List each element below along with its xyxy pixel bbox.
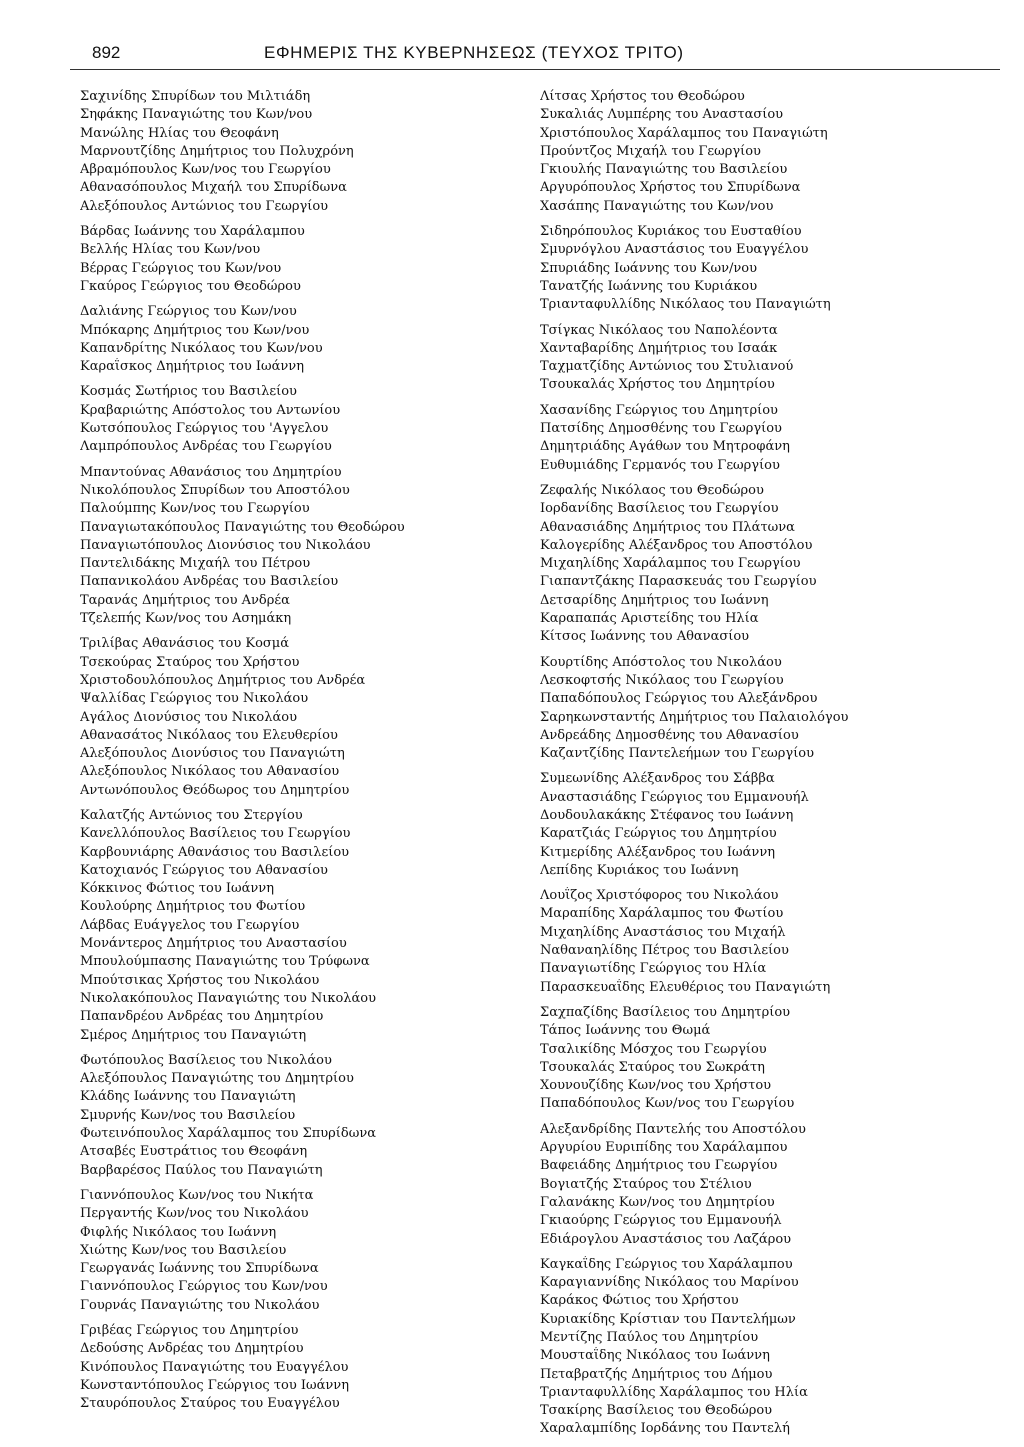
name-entry: Δεδούσης Ανδρέας του Δημητρίου (80, 1341, 304, 1357)
name-entry: Λεσκοφτσής Νικόλαος του Γεωργίου (540, 672, 784, 688)
name-entry: Ναθαναηλίδης Πέτρος του Βασιλείου (540, 943, 789, 959)
name-entry: Γιαπαντζάκης Παρασκευάς του Γεωργίου (540, 574, 817, 590)
name-entry: Παναγιωτακόπουλος Παναγιώτης του Θεοδώρου (80, 519, 405, 535)
name-entry: Τσίγκας Νικόλαος του Ναπολέοντα (540, 322, 778, 338)
name-entry: Καπανδρίτης Νικόλαος του Κων/νου (80, 340, 323, 356)
page-number: 892 (92, 43, 121, 62)
name-entry: Ατσαβές Ευστράτιος του Θεοφάνη (80, 1144, 308, 1160)
name-entry: Παπαδόπουλος Γεώργιος του Αλεξάνδρου (540, 691, 818, 707)
name-entry: Νικολόπουλος Σπυρίδων του Αποστόλου (80, 482, 350, 498)
name-entry: Χανταβαρίδης Δημήτριος του Ισαάκ (540, 340, 778, 356)
name-entry: Λαμπρόπουλος Ανδρέας του Γεωργίου (80, 439, 332, 455)
name-group (80, 303, 530, 376)
name-entry: Κραβαριώτης Απόστολος του Αντωνίου (80, 402, 341, 418)
name-entry: Παντελιδάκης Μιχαήλ του Πέτρου (80, 556, 311, 572)
name-entry: Ευθυμιάδης Γερμανός του Γεωργίου (540, 457, 780, 473)
name-entry: Βαρβαρέσος Παύλος του Παναγιώτη (80, 1162, 323, 1178)
name-entry: Χριστοδουλόπουλος Δημήτριος του Ανδρέα (80, 672, 366, 688)
name-entry: Αναστασιάδης Γεώργιος του Εμμανουήλ (540, 789, 809, 805)
name-group (80, 223, 530, 296)
name-entry: Τριανταφυλλίδης Χαράλαμπος του Ηλία (540, 1384, 808, 1400)
name-entry: Ψαλλίδας Γεώργιος του Νικολάου (80, 691, 309, 707)
name-entry: Γιαννόπουλος Κων/νος του Νικήτα (80, 1187, 314, 1203)
name-entry: Φωτεινόπουλος Χαράλαμπος του Σπυρίδωνα (80, 1126, 377, 1142)
name-entry: Γαλανάκης Κων/νος του Δημητρίου (540, 1194, 775, 1210)
name-entry: Μπουλούμπασης Παναγιώτης του Τρύφωνα (80, 954, 370, 970)
name-entry: Δετσαρίδης Δημήτριος του Ιωάννη (540, 592, 769, 608)
name-entry: Μεντίζης Παύλος του Δημητρίου (540, 1330, 759, 1345)
name-entry: Μανώλης Ηλίας του Θεοφάνη (80, 125, 279, 141)
name-entry: Παρασκευαΐδης Ελευθέριος του Παναγιώτη (540, 979, 831, 995)
name-entry: Σπυριάδης Ιωάννης του Κων/νου (540, 260, 757, 276)
name-entry: Κωνσταντόπουλος Γεώργιος του Ιωάννη (80, 1377, 350, 1393)
name-entry: Χουνουζίδης Κων/νος του Χρήστου (540, 1078, 772, 1094)
name-entry: Μπόκαρης Δημήτριος του Κων/νου (80, 322, 310, 338)
name-entry: Σμέρος Δημήτριος του Παναγιώτη (80, 1027, 307, 1043)
name-group (540, 654, 990, 764)
name-entry: Μιχαηλίδης Χαράλαμπος του Γεωργίου (540, 556, 801, 572)
name-entry: Τσουκαλάς Χρήστος του Δημητρίου (540, 377, 775, 393)
name-entry: Σμυρνόγλου Αναστάσιος του Ευαγγέλου (540, 242, 809, 258)
name-entry: Κατοχιανός Γεώργιος του Αθανασίου (80, 862, 328, 878)
name-entry: Παναγιωτόπουλος Διονύσιος του Νικολάου (80, 537, 371, 553)
name-entry: Τανατζής Ιωάννης του Κυριάκου (540, 278, 758, 294)
name-entry: Αργυρίου Ευριπίδης του Χαράλαμπου (540, 1140, 788, 1156)
name-entry: Σαχινίδης Σπυρίδων του Μιλτιάδη (80, 89, 311, 104)
name-entry: Φωτόπουλος Βασίλειος του Νικολάου (80, 1052, 332, 1068)
name-entry: Καραΐσκος Δημήτριος του Ιωάννη (80, 359, 304, 375)
name-entry: Ζεφαλής Νικόλαος του Θεοδώρου (540, 482, 764, 498)
name-group (80, 464, 530, 629)
name-entry: Κινόπουλος Παναγιώτης του Ευαγγέλου (80, 1359, 349, 1375)
name-entry: Λεπίδης Κυριάκος του Ιωάννη (540, 862, 739, 878)
name-entry: Σαρηκωνσταντής Δημήτριος του Παλαιολόγου (540, 709, 849, 725)
name-entry: Ανδρεάδης Δημοσθένης του Αθανασίου (540, 727, 799, 743)
name-entry: Κωτσόπουλος Γεώργιος του 'Αγγελου (80, 421, 329, 437)
name-entry: Κυριακίδης Κρίστιαν του Παντελήμων (540, 1311, 796, 1327)
name-entry: Λίτσας Χρήστος του Θεοδώρου (540, 89, 745, 104)
name-entry: Χιώτης Κων/νος του Βασιλείου (80, 1242, 287, 1258)
name-entry: Λάβδας Ευάγγελος του Γεωργίου (80, 917, 300, 933)
name-entry: Κουλούρης Δημήτριος του Φωτίου (80, 899, 306, 915)
name-entry: Λουΐζος Χριστόφορος του Νικολάου (540, 888, 779, 904)
name-entry: Πατσίδης Δημοσθένης του Γεωργίου (540, 421, 782, 437)
name-entry: Σιδηρόπουλος Κυριάκος του Ευσταθίου (540, 224, 802, 240)
name-entry: Αθανασάτος Νικόλαος του Ελευθερίου (80, 727, 338, 743)
page-title: ΕΦΗΜΕΡΙΣ ΤΗΣ ΚΥΒΕΡΝΗΣΕΩΣ (ΤΕΥΧΟΣ ΤΡΙΤΟ) (264, 43, 684, 62)
name-group (540, 1004, 990, 1114)
name-entry: Εδιάρογλου Αναστάσιος του Λαζάρου (540, 1231, 792, 1247)
name-entry: Τριλίβας Αθανάσιος του Κοσμά (80, 636, 290, 652)
name-entry: Καλογερίδης Αλέξανδρος του Αποστόλου (540, 537, 813, 553)
name-entry: Μαραπίδης Χαράλαμπος του Φωτίου (540, 906, 784, 922)
name-entry: Παναγιωτίδης Γεώργιος του Ηλία (540, 961, 767, 977)
name-entry: Τσακίρης Βασίλειος του Θεοδώρου (540, 1403, 773, 1419)
name-group (540, 402, 990, 475)
name-entry: Συμεωνίδης Αλέξανδρος του Σάββα (540, 771, 775, 787)
name-entry: Αγάλος Διονύσιος του Νικολάου (80, 709, 297, 725)
name-group (540, 1256, 990, 1439)
name-entry: Σηφάκης Παναγιώτης του Κων/νου (80, 107, 313, 123)
name-entry: Καραγιαννίδης Νικόλαος του Μαρίνου (540, 1275, 799, 1291)
name-entry: Χαραλαμπίδης Ιορδάνης του Παντελή (540, 1421, 790, 1437)
name-group (80, 383, 530, 456)
name-group (80, 1187, 530, 1315)
name-entry: Γκαύρος Γεώργιος του Θεοδώρου (80, 278, 301, 294)
name-entry: Βογιατζής Σταύρος του Στέλιου (540, 1176, 752, 1192)
name-entry: Ταχματζίδης Αντώνιος του Στυλιανού (540, 359, 794, 375)
name-entry: Αθανασόπουλος Μιχαήλ του Σπυρίδωνα (80, 180, 347, 196)
name-entry: Καγκαΐδης Γεώργιος του Χαράλαμπου (540, 1256, 793, 1272)
name-entry: Νικολακόπουλος Παναγιώτης του Νικολάου (80, 990, 377, 1006)
name-entry: Αλεξόπουλος Διονύσιος του Παναγιώτη (80, 746, 345, 762)
name-entry: Κανελλόπουλος Βασίλειος του Γεωργίου (80, 826, 351, 842)
name-entry: Αλεξόπουλος Νικόλαος του Αθανασίου (80, 764, 340, 780)
name-entry: Δημητριάδης Αγάθων του Μητροφάνη (540, 439, 790, 455)
name-entry: Γεωργανάς Ιωάννης του Σπυρίδωνα (80, 1261, 319, 1277)
name-entry: Πεταβρατζής Δημήτριος του Δήμου (540, 1366, 773, 1382)
name-entry: Παλούμπης Κων/νος του Γεωργίου (80, 501, 310, 517)
name-entry: Κόκκινος Φώτιος του Ιωάννη (80, 881, 274, 897)
name-entry: Χριστόπουλος Χαράλαμπος του Παναγιώτη (540, 125, 828, 141)
name-entry: Σμυρνής Κων/νος του Βασιλείου (80, 1107, 296, 1123)
name-entry: Παπανικολάου Ανδρέας του Βασιλείου (80, 574, 339, 590)
name-group (80, 807, 530, 1045)
name-entry: Καζαντζίδης Παντελεήμων του Γεωργίου (540, 746, 815, 762)
name-entry: Βελλής Ηλίας του Κων/νου (80, 242, 261, 258)
name-entry: Δουδουλακάκης Στέφανος του Ιωάννη (540, 807, 794, 823)
name-entry: Βέρρας Γεώργιος του Κων/νου (80, 260, 282, 276)
name-entry: Βαφειάδης Δημήτριος του Γεωργίου (540, 1158, 778, 1174)
name-group (80, 1052, 530, 1180)
name-entry: Καρατζιάς Γεώργιος του Δημητρίου (540, 826, 777, 842)
name-entry: Κίτσος Ιωάννης του Αθανασίου (540, 629, 750, 645)
name-entry: Τσεκούρας Σταύρος του Χρήστου (80, 654, 300, 670)
name-entry: Μπαντούνας Αθανάσιος του Δημητρίου (80, 464, 342, 480)
name-entry: Αντωνόπουλος Θεόδωρος του Δημητρίου (80, 782, 350, 798)
name-entry: Τσουκαλάς Σταύρος του Σωκράτη (540, 1059, 765, 1075)
name-entry: Αλεξόπουλος Αντώνιος του Γεωργίου (80, 198, 329, 214)
name-entry: Αλεξανδρίδης Παντελής του Αποστόλου (540, 1121, 806, 1137)
name-entry: Σαχπαζίδης Βασίλειος του Δημητρίου (540, 1004, 791, 1020)
name-entry: Καραπαπάς Αριστείδης του Ηλία (540, 611, 759, 627)
name-entry: Τσαλικίδης Μόσχος του Γεωργίου (540, 1041, 767, 1057)
left-column (80, 88, 530, 1420)
name-group (80, 88, 530, 216)
right-column (540, 88, 990, 1446)
name-entry: Παπαδόπουλος Κων/νος του Γεωργίου (540, 1096, 795, 1112)
name-entry: Αβραμόπουλος Κων/νος του Γεωργίου (80, 162, 331, 178)
page-header (0, 0, 1024, 70)
name-entry: Κουρτίδης Απόστολος του Νικολάου (540, 654, 782, 670)
name-group (540, 223, 990, 314)
name-entry: Βάρδας Ιωάννης του Χαράλαμπου (80, 224, 305, 240)
name-entry: Ιορδανίδης Βασίλειος του Γεωργίου (540, 501, 779, 517)
name-entry: Παπανδρέου Ανδρέας του Δημητρίου (80, 1009, 324, 1025)
name-entry: Μιχαηλίδης Αναστάσιος του Μιχαήλ (540, 924, 786, 940)
name-group (80, 635, 530, 800)
name-entry: Τριανταφυλλίδης Νικόλαος του Παναγιώτη (540, 297, 831, 313)
name-entry: Φιφλής Νικόλαος του Ιωάννη (80, 1224, 277, 1240)
name-entry: Κοσμάς Σωτήριος του Βασιλείου (80, 384, 297, 400)
name-entry: Καράκος Φώτιος του Χρήστου (540, 1293, 739, 1309)
name-group (540, 887, 990, 997)
name-entry: Μαρνουτζίδης Δημήτριος του Πολυχρόνη (80, 143, 354, 159)
name-entry: Αθανασιάδης Δημήτριος του Πλάτωνα (540, 519, 795, 535)
name-group (540, 770, 990, 880)
header-rule (70, 69, 1000, 70)
name-entry: Δαλιάνης Γεώργιος του Κων/νου (80, 304, 297, 320)
name-entry: Χασανίδης Γεώργιος του Δημητρίου (540, 402, 778, 418)
name-entry: Αλεξόπουλος Παναγιώτης του Δημητρίου (80, 1071, 354, 1087)
name-entry: Προύντζος Μιχαήλ του Γεωργίου (540, 143, 761, 159)
name-entry: Μονάντερος Δημήτριος του Αναστασίου (80, 936, 347, 952)
name-entry: Γκιουλής Παναγιώτης του Βασιλείου (540, 162, 788, 178)
name-entry: Χασάπης Παναγιώτης του Κων/νου (540, 198, 774, 214)
name-entry: Γουρνάς Παναγιώτης του Νικολάου (80, 1297, 320, 1313)
name-entry: Ταρανάς Δημήτριος του Ανδρέα (80, 592, 290, 608)
name-entry: Καρβουνιάρης Αθανάσιος του Βασιλείου (80, 844, 350, 860)
name-entry: Συκαλιάς Λυμπέρης του Αναστασίου (540, 107, 784, 123)
name-group (540, 88, 990, 216)
name-entry: Αργυρόπουλος Χρήστος του Σπυρίδωνα (540, 180, 801, 196)
name-entry: Τάπος Ιωάννης του Θωμά (540, 1023, 711, 1039)
name-group (540, 482, 990, 647)
name-entry: Καλατζής Αντώνιος του Στεργίου (80, 807, 303, 823)
name-entry: Μπούτσικας Χρήστος του Νικολάου (80, 972, 320, 988)
name-entry: Κλάδης Ιωάννης του Παναγιώτη (80, 1089, 296, 1105)
name-entry: Κιτμερίδης Αλέξανδρος του Ιωάννη (540, 844, 776, 860)
name-entry: Γριβέας Γεώργιος του Δημητρίου (80, 1323, 299, 1338)
name-group (540, 322, 990, 395)
name-entry: Γιαννόπουλος Γεώργιος του Κων/νου (80, 1279, 328, 1295)
name-entry: Σταυρόπουλος Σταύρος του Ευαγγέλου (80, 1396, 340, 1412)
name-group (80, 1322, 530, 1413)
name-entry: Περγαντής Κων/νος του Νικολάου (80, 1206, 309, 1222)
name-entry: Μουσταΐδης Νικόλαος του Ιωάννη (540, 1348, 770, 1364)
name-group (540, 1121, 990, 1249)
name-entry: Γκιαούρης Γεώργιος του Εμμανουήλ (540, 1213, 782, 1229)
name-entry: Τζελεπής Κων/νος του Ασημάκη (80, 611, 292, 627)
